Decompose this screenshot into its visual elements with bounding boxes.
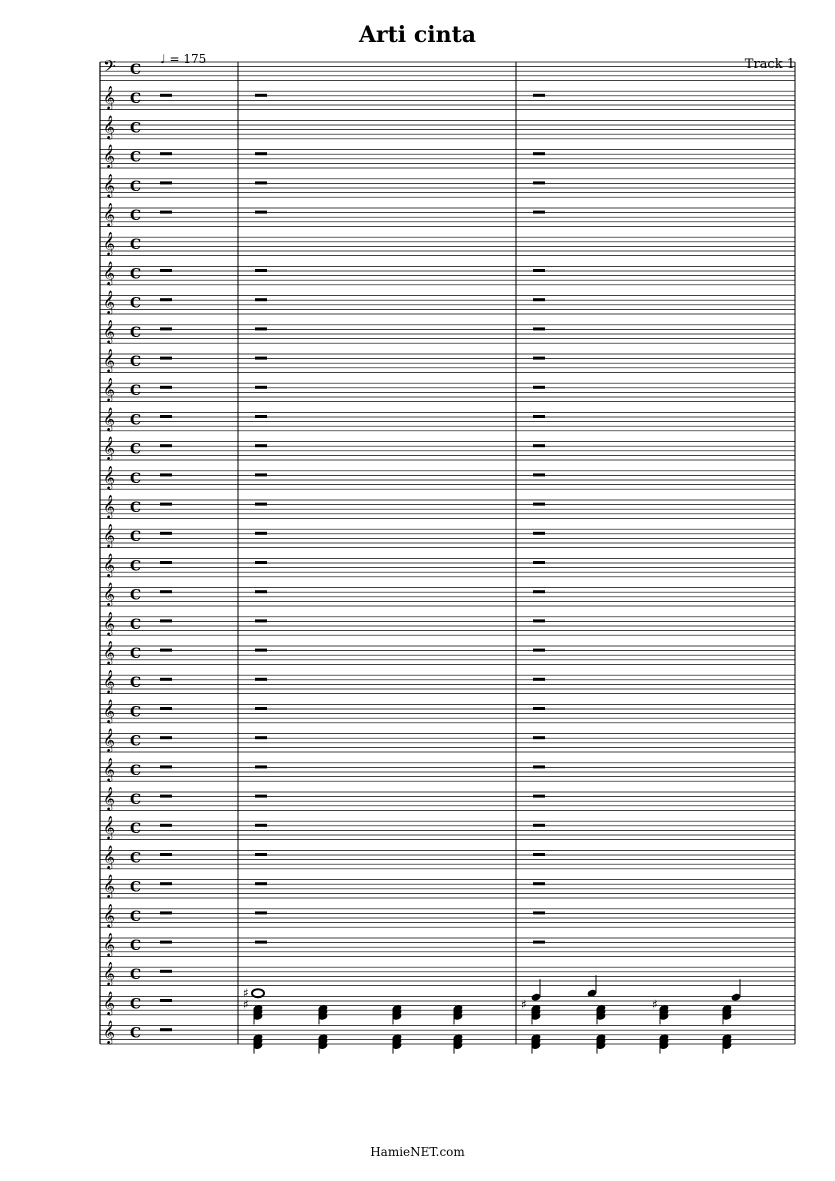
tempo-value: = 175 [169,52,207,66]
whole-rest [533,649,545,652]
whole-rest [160,181,172,184]
whole-rest [255,211,267,214]
treble-clef-icon: 𝄞 [103,727,115,752]
time-signature: C [130,324,142,341]
treble-clef-icon: 𝄞 [103,231,115,256]
whole-rest [255,824,267,827]
whole-rest [255,619,267,622]
whole-rest [160,649,172,652]
whole-rest [533,181,545,184]
whole-rest [533,94,545,97]
whole-rest [533,765,545,768]
footer-credit: HamieNET.com [370,1145,465,1159]
whole-rest [255,94,267,97]
bass-clef-icon: 𝄢 [103,56,116,80]
whole-rest [533,619,545,622]
time-signature: C [130,91,142,108]
whole-rest [255,298,267,301]
whole-rest [160,970,172,973]
treble-clef-icon: 𝄞 [103,289,115,314]
whole-rest [533,853,545,856]
whole-rest [255,415,267,418]
whole-rest [255,795,267,798]
whole-rest [255,532,267,535]
time-signature: C [130,237,142,254]
time-signature: C [130,62,142,78]
whole-rest [160,503,172,506]
whole-rest [255,357,267,360]
whole-rest [255,590,267,593]
whole-rest [160,765,172,768]
whole-rest [160,619,172,622]
whole-rest [160,590,172,593]
whole-rest [533,415,545,418]
treble-clef-icon: 𝄞 [103,698,115,723]
whole-rest [160,824,172,827]
time-signature: C [130,178,142,195]
time-signature: C [130,879,142,896]
whole-rest [255,765,267,768]
time-signature: C [130,850,142,867]
whole-rest [533,678,545,681]
whole-rest [160,473,172,476]
treble-clef-icon: 𝄞 [103,172,115,197]
time-signature: C [130,908,142,925]
whole-rest [533,824,545,827]
score-title: Arti cinta [358,22,476,48]
treble-clef-icon: 𝄞 [103,990,115,1015]
time-signature: C [130,266,142,283]
treble-clef-icon: 𝄞 [103,932,115,956]
time-signature: C [130,529,142,546]
time-signature: C [130,938,142,954]
whole-rest [160,795,172,798]
whole-rest [255,649,267,652]
treble-clef-icon: 𝄞 [103,815,115,840]
whole-rest [160,386,172,389]
whole-rest [255,736,267,739]
whole-rest [160,211,172,214]
treble-clef-icon: 𝄞 [103,756,115,781]
whole-rest [533,152,545,155]
instrument-name: Track 1 [744,57,795,72]
whole-rest [160,561,172,564]
whole-note [252,989,264,997]
whole-rest [533,911,545,914]
time-signature: C [130,208,142,224]
sharp-icon: ♯ [652,997,658,1012]
time-signature: C [130,821,142,838]
whole-rest [160,678,172,681]
whole-rest [255,853,267,856]
whole-rest [533,882,545,885]
whole-rest [160,444,172,447]
time-signature: C [130,587,142,604]
time-signature: C [130,675,142,692]
whole-rest [160,94,172,97]
whole-rest [255,386,267,389]
whole-rest [255,503,267,506]
whole-rest [533,357,545,360]
treble-clef-icon: 𝄞 [103,786,115,810]
whole-rest [533,473,545,476]
treble-clef-icon: 𝄞 [103,494,115,518]
treble-clef-icon: 𝄞 [103,581,115,606]
whole-rest [255,269,267,272]
whole-rest [160,736,172,739]
whole-rest [533,941,545,944]
sharp-icon: ♯ [243,997,249,1012]
whole-rest [160,152,172,155]
whole-rest [533,211,545,214]
time-signature: C [130,616,142,633]
treble-clef-icon: 𝄞 [103,873,115,898]
whole-rest [160,707,172,710]
whole-rest [533,327,545,330]
whole-rest [255,561,267,564]
whole-rest [160,999,172,1002]
treble-clef-icon: 𝄞 [103,523,115,548]
whole-rest [255,941,267,944]
whole-rest [533,269,545,272]
treble-clef-icon: 𝄞 [103,552,115,577]
sharp-icon: ♯ [243,986,249,1001]
whole-rest [160,298,172,301]
whole-rest [255,181,267,184]
whole-rest [160,532,172,535]
whole-rest [533,561,545,564]
time-signature: C [130,967,142,984]
time-signature: C [130,354,142,370]
whole-rest [533,795,545,798]
time-signature: C [130,295,142,312]
whole-rest [533,736,545,739]
time-signature: C [130,704,142,721]
treble-clef-icon: 𝄞 [103,961,115,986]
whole-rest [255,327,267,330]
time-signature: C [130,762,142,779]
time-signature: C [130,441,142,458]
whole-rest [533,532,545,535]
whole-rest [160,269,172,272]
whole-rest [255,882,267,885]
sharp-icon: ♯ [521,997,527,1012]
time-signature: C [130,412,142,429]
treble-clef-icon: 𝄞 [103,318,115,343]
treble-clef-icon: 𝄞 [103,902,115,927]
treble-clef-icon: 𝄞 [103,610,115,635]
treble-clef-icon: 𝄞 [103,114,115,139]
whole-rest [160,415,172,418]
time-signature: C [130,470,142,487]
whole-rest [533,590,545,593]
time-signature: C [130,733,142,750]
whole-rest [255,444,267,447]
whole-rest [533,707,545,710]
whole-rest [533,386,545,389]
whole-rest [160,941,172,944]
whole-rest [160,327,172,330]
treble-clef-icon: 𝄞 [103,844,115,869]
treble-clef-icon: 𝄞 [103,348,115,372]
whole-rest [533,444,545,447]
time-signature: C [130,792,142,808]
time-signature: C [130,558,142,575]
treble-clef-icon: 𝄞 [103,377,115,402]
time-signature: C [130,1025,142,1042]
treble-clef-icon: 𝄞 [103,202,115,226]
treble-clef-icon: 𝄞 [103,406,115,431]
treble-clef-icon: 𝄞 [103,669,115,694]
whole-rest [160,357,172,360]
whole-rest [255,152,267,155]
treble-clef-icon: 𝄞 [103,260,115,285]
quarter-note-icon: ♩ [160,52,166,66]
treble-clef-icon: 𝄞 [103,143,115,168]
treble-clef-icon: 𝄞 [103,640,115,664]
whole-rest [255,473,267,476]
whole-rest [160,882,172,885]
time-signature: C [130,383,142,400]
whole-rest [160,1028,172,1031]
treble-clef-icon: 𝄞 [103,1019,115,1044]
whole-rest [533,503,545,506]
treble-clef-icon: 𝄞 [103,435,115,460]
whole-rest [255,707,267,710]
treble-clef-icon: 𝄞 [103,85,115,110]
time-signature: C [130,996,142,1013]
whole-rest [160,911,172,914]
whole-rest [160,853,172,856]
treble-clef-icon: 𝄞 [103,464,115,489]
time-signature: C [130,500,142,516]
time-signature: C [130,149,142,166]
time-signature: C [130,120,142,137]
time-signature: C [130,646,142,662]
whole-rest [533,298,545,301]
whole-rest [255,911,267,914]
whole-rest [255,678,267,681]
